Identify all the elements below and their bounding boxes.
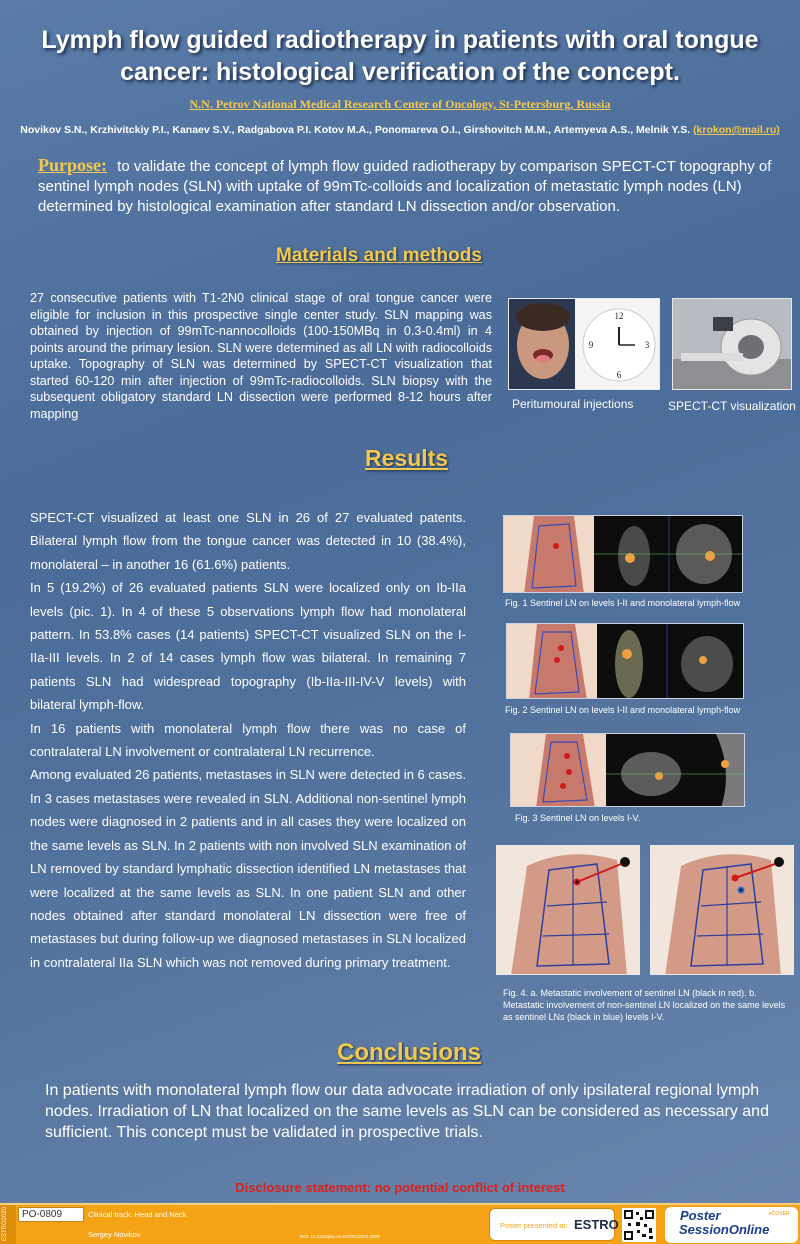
figure-2-caption: Fig. 2 Sentinel LN on levels I-II and monolateral lymph-flow [505,705,741,715]
svg-text:3: 3 [644,340,650,350]
clinical-track: Clinical track: Head and Neck [88,1210,187,1219]
figure-1-caption: Fig. 1 Sentinel LN on levels I-II and monolateral lymph-flow [505,598,741,608]
figure-4-caption: Fig. 4. a. Metastatic involvement of sentinel LN (black in red). b. Metastatic involvement of non-sentinel LN localized on the same levels as sentinel LNs (black in blue) levels I-V. [503,988,786,1022]
presenter-name: Sergey Novikov [88,1230,141,1239]
footer-side-label: ESTRO2020 [2,1206,8,1241]
injection-photo [508,298,660,390]
authors-line [0,124,800,136]
figure-4b [650,845,794,975]
figure-3-caption: Fig. 3 Sentinel LN on levels I-V. [515,813,641,823]
conclusions-heading: Conclusions [337,1039,482,1066]
brand-line-1: Poster [680,1208,721,1223]
results-text: SPECT-CT visualized at least one SLN in 26 of 27 evaluated patents. Bilateral lymph flow from the tongue cancer was detected in 10 (38.4%), monolateral – in another 16 (61.6%) patients. In 5 (19.2%) of 26 evaluated patients SLN were localized only on Ib-IIa levels (pic. 1). In 4 of these 5 observations lymph flow had monolateral pattern. In 53.8% cases (14 patients) SPECT-CT visualized SLN on the I-IIa-III levels. In 2 of 14 cases lymph flow was bilateral. In remaining 7 patients SLN had widespread topography (Ib-IIa-III-IV-V levels) with bilateral lymph-flow. In 16 patients with monolateral lymph flow there was no case of contralateral LN involvement or contralateral LN recurrence. Among evaluated 26 patients, metastases in SLN were detected in 6 cases. In 3 cases metastases were revealed in SLN. Additional non-sentinel lymph nodes were diagnosed in 2 patients and in all cases they were localized on the same levels as SLN. In 2 patients with non involved SLN examination of LN removed by standard lymphatic dissection identified LN metastases that were localized at the same levels as SLN. In one patient SLN and other nodes obtained after standard monolateral LN dissection were free of metastases but during follow-up we diagnosed metastases in SLN localized in contralateral IIa SLN which was not removed during primary treatment. [30,510,466,970]
svg-text:9: 9 [588,340,594,350]
title-line-1: Lymph flow guided radiotherapy in patients with oral tongue [41,26,759,54]
title-line-2: cancer: histological verification of the concept. [120,58,680,86]
purpose-section [38,155,788,217]
author-email[interactable]: (krokon@mail.ru) [693,124,780,136]
figure-4a [496,845,640,975]
spect-ct-caption: SPECT-CT visualization [668,399,796,413]
institute: N.N. Petrov National Medical Research Center of Oncology, St-Petersburg, Russia [189,97,611,111]
injection-caption: Peritumoural injections [512,397,634,411]
purpose-text: to validate the concept of lymph flow guided radiotherapy by comparison SPECT-CT topography of sentinel lymph nodes (SLN) with uptake of 99mTc-colloids and localization of metastatic lymph nodes (LN) determined by histological examination after standard LN dissection and/or observation. [38,158,772,215]
methods-text: 27 consecutive patients with T1-2N0 clinical stage of oral tongue cancer were eligible for inclusion in this prospective single center study. SLN mapping was obtained by injection of 99mTc-nannocolloids (100-150MBq in 0.3-0.4ml) in 4 points around the primary lesion. SLN were determined as all LN with radiocolloids uptake. Topography of SLN was determined by SPECT-CT visualization that started 60-120 min after injection of 99mTc-radiocolloids. SLN biopsy with the subsequent obligatory standard LN dissection were performed 8-12 hours after mapping [30,291,492,421]
results-heading: Results [365,445,449,471]
svg-text:12: 12 [614,311,624,321]
poster-session-online-logo [665,1207,798,1243]
figure-3 [510,733,745,807]
doi: DOI: 10.3252/pso.eu.ESTRO2020.2020 [300,1234,380,1239]
estro-logo: ESTRO [574,1217,619,1232]
svg-text:6: 6 [616,370,622,380]
purpose-label: Purpose: [38,155,107,175]
brand-small: eCOVER [769,1211,790,1217]
presented-at-label: Poster presented at: [500,1221,568,1230]
qr-code[interactable] [622,1208,656,1242]
brand-line-2: SessionOnline [679,1222,770,1237]
conclusions-text: In patients with monolateral lymph flow our data advocate irradiation of only ipsilateral regional lymph nodes. Irradiation of LN that localized on the same levels as SLN can be considered as necessary and sufficient. This concept must be validated in prospective trials. [45,1082,769,1141]
footer-bar [0,1203,800,1244]
poster-id: PO-0809 [18,1207,84,1222]
footer-side-tab [0,1205,16,1244]
methods-heading: Materials and methods [276,245,482,266]
presented-at-box [489,1208,619,1241]
spect-ct-photo [672,298,792,390]
figure-2 [506,623,744,699]
poster-title [0,24,800,88]
disclosure-statement: Disclosure statement: no potential conflict of interest [235,1180,565,1195]
authors: Novikov S.N., Krzhivitckiy P.I., Kanaev S.V., Radgabova P.I. Kotov M.A., Ponomareva O.I., Girshovitch M.M., Artemyeva A.S., Melnik Y.S. [20,124,691,136]
figure-1 [503,515,743,593]
